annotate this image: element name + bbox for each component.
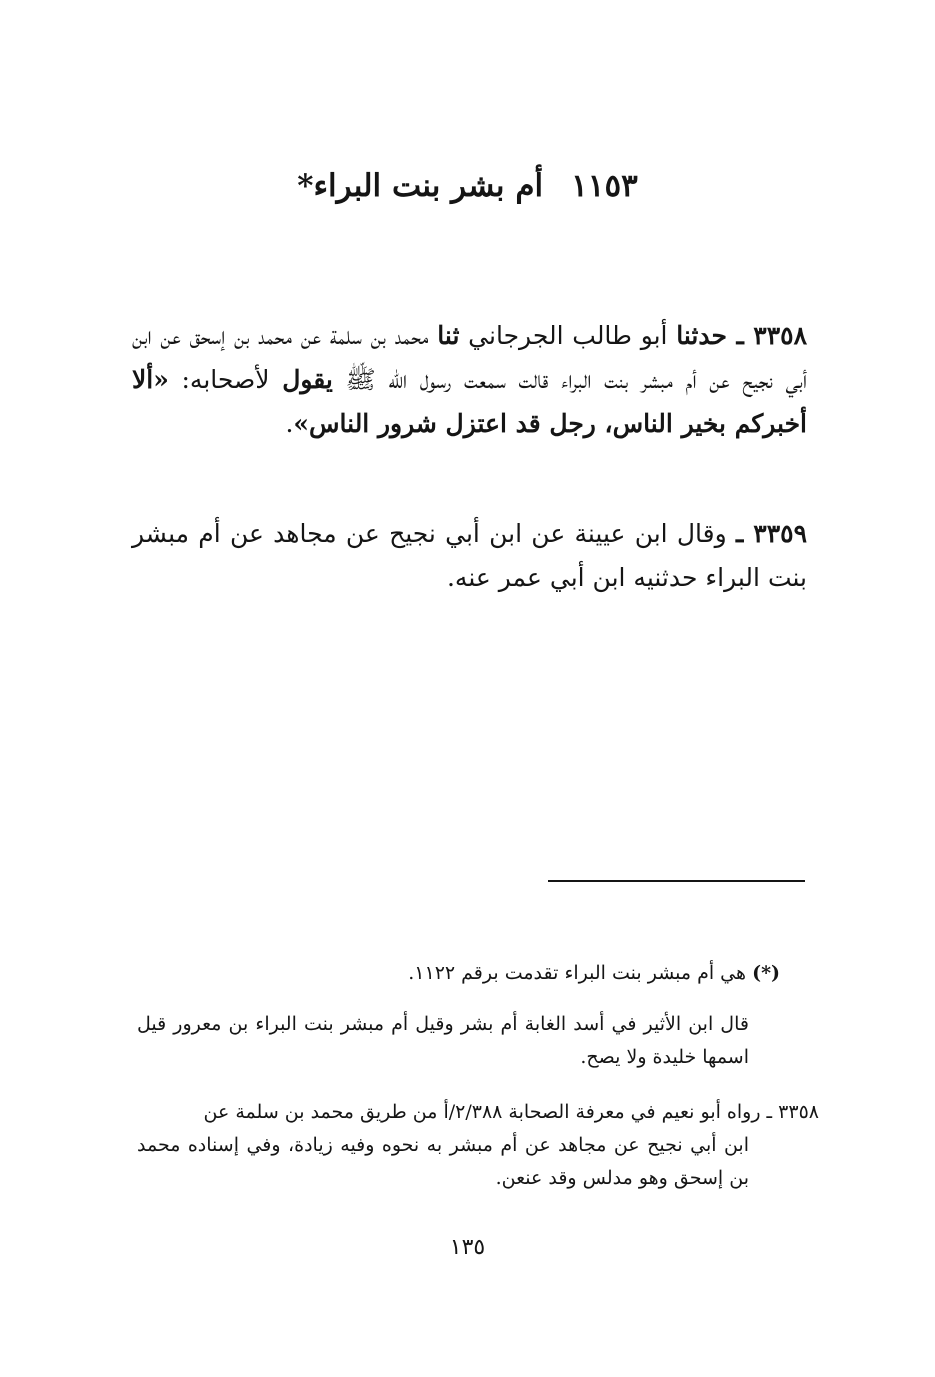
entry-end: . bbox=[285, 409, 294, 438]
hadith-quote: «ألا أخبركم بخير الناس، رجل قد اعتزل شرور الناس» bbox=[132, 365, 807, 438]
footnote-marker: (*) bbox=[752, 962, 780, 984]
footnote-separator bbox=[548, 880, 805, 882]
chapter-title: أم بشر بنت البراء* bbox=[297, 168, 544, 204]
entry-text: أبو طالب الجرجاني bbox=[459, 321, 677, 350]
entry-text: وقال ابن عيينة عن ابن أبي نجيح عن مجاهد عن أم مبشر بنت البراء حدثنيه ابن أبي عمر عنه. bbox=[132, 519, 807, 592]
entry-lead: ٣٣٥٩ ـ bbox=[735, 519, 807, 548]
entry-text-bold: ثنا bbox=[437, 321, 460, 350]
entry-text: لأصحابه: bbox=[168, 365, 283, 394]
footnote-star bbox=[140, 957, 780, 990]
chapter-number: ١١٥٣ bbox=[571, 168, 638, 204]
hadith-entry-3359 bbox=[132, 512, 807, 600]
footnote-rest: ابن أبي نجيح عن مجاهد عن أم مبشر به نحوه وفيه زيادة، وفي إسناده محمد بن إسحق وهو مدلس وقد عنعن. bbox=[137, 1134, 749, 1189]
entry-lead: ٣٣٥٨ ـ حدثنا bbox=[676, 321, 807, 350]
page-number: ١٣٥ bbox=[449, 1235, 486, 1260]
hadith-entry-3358 bbox=[132, 314, 807, 446]
footnote-text: هي أم مبشر بنت البراء تقدمت برقم ١١٢٢. bbox=[408, 962, 753, 984]
entry-verb: يقول bbox=[282, 365, 333, 394]
footnote-first-line: ٣٣٥٨ ـ رواه أبو نعيم في معرفة الصحابة ٢/٣٨٨/أ من طريق محمد بن سلمة عن bbox=[203, 1101, 819, 1123]
footnote-3358 bbox=[137, 1096, 819, 1195]
entry-text: محمد بن سلمة عن محمد بن إسحق عن ابن أبي نجيح عن أم مبشر بنت البراء قالت سمعت رسول الله ﷺ bbox=[132, 321, 808, 394]
chapter-heading bbox=[0, 168, 935, 204]
footnote-star-continuation: قال ابن الأثير في أسد الغابة أم بشر وقيل أم مبشر بنت البراء بن معرور قيل اسمها خليدة ولا يصح. bbox=[137, 1013, 749, 1068]
